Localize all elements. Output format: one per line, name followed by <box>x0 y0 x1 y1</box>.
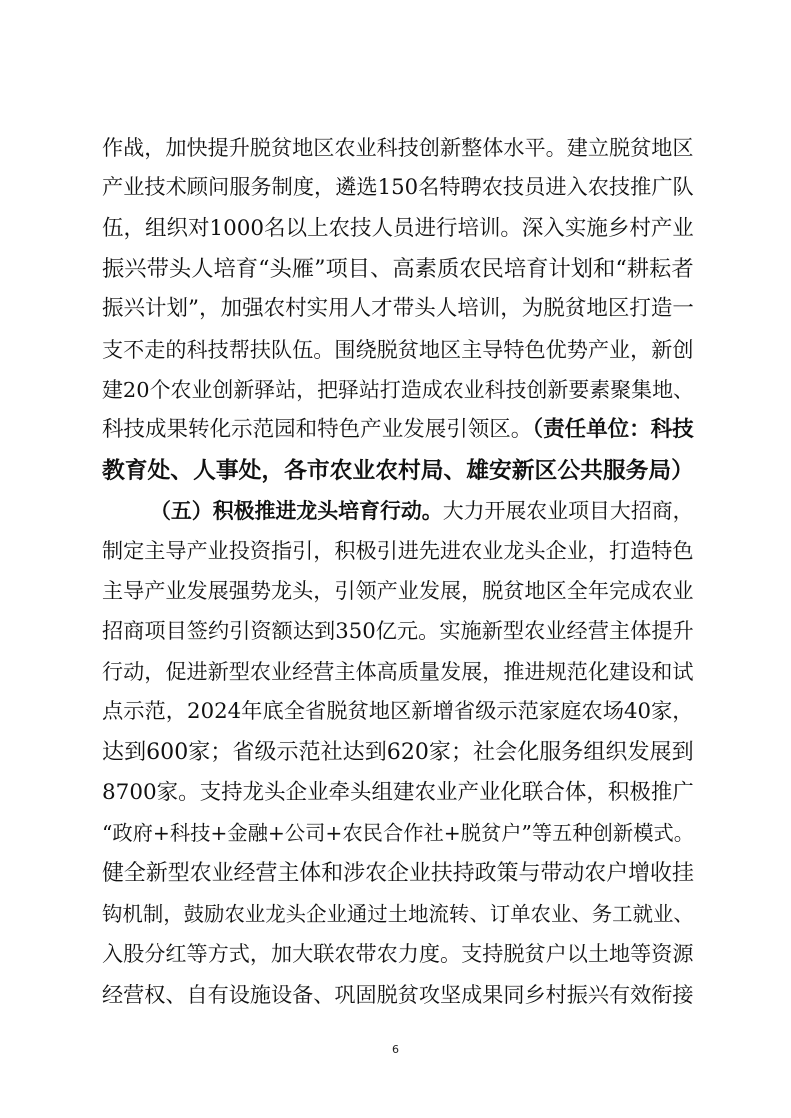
body-line: 达到600家；省级示范社达到620家；社会化服务组织发展到 <box>102 740 694 765</box>
body-line: 振兴计划”，加强农村实用人才带头人培训，为脱贫地区打造一 <box>102 296 694 321</box>
body-line: 招商项目签约引资额达到350亿元。实施新型农业经营主体提升 <box>102 619 694 644</box>
body-line: 行动，促进新型农业经营主体高质量发展，推进规范化建设和试 <box>102 659 694 684</box>
body-line: 8700家。支持龙头企业牵头组建农业产业化联合体，积极推广 <box>102 780 694 805</box>
body-line: 点示范，2024年底全省脱贫地区新增省级示范家庭农场40家， <box>102 699 694 724</box>
body-line: 产业技术顾问服务制度，遴选150名特聘农技员进入农技推广队 <box>102 175 694 200</box>
responsible-units-label: （责任单位：科技 <box>532 417 694 442</box>
body-line: 作战，加快提升脱贫地区农业科技创新整体水平。建立脱贫地区 <box>102 135 694 160</box>
body-line: 支不走的科技帮扶队伍。围绕脱贫地区主导特色优势产业，新创 <box>102 337 694 362</box>
body-line: 经营权、自有设施设备、巩固脱贫攻坚成果同乡村振兴有效衔接 <box>102 982 694 1007</box>
body-line: 健全新型农业经营主体和涉农企业扶持政策与带动农户增收挂 <box>102 861 694 886</box>
section-heading-line <box>150 491 694 531</box>
body-line: 振兴带头人培育“头雁”项目、高素质农民培育计划和“耕耘者 <box>102 256 694 282</box>
body-line: 入股分红等方式，加大联农带农力度。支持脱贫户以土地等资源 <box>102 941 694 966</box>
body-line: 建20个农业创新驿站，把驿站打造成农业科技创新要素聚集地、 <box>102 378 694 402</box>
section-heading: （五）积极推进龙头培育行动。 <box>150 498 443 523</box>
responsible-units-line: 教育处、人事处，各市农业农村局、雄安新区公共服务局） <box>102 458 694 484</box>
body-line: 伍，组织对1000名以上农技人员进行培训。深入实施乡村产业 <box>102 216 694 241</box>
page-number: 6 <box>392 1043 399 1056</box>
body-line: “政府+科技+金融+公司+农民合作社+脱贫户”等五种创新模式。 <box>102 821 694 845</box>
body-line: 主导产业发展强势龙头，引领产业发展，脱贫地区全年完成农业 <box>102 578 694 603</box>
body-line: 钩机制，鼓励农业龙头企业通过土地流转、订单农业、务工就业、 <box>102 902 694 926</box>
body-text: 科技成果转化示范园和特色产业发展引领区。 <box>102 417 533 442</box>
body-text: 大力开展农业项目大招商， <box>442 499 694 523</box>
body-line: 制定主导产业投资指引，积极引进先进农业龙头企业，打造特色 <box>102 538 694 563</box>
body-line <box>102 410 694 450</box>
